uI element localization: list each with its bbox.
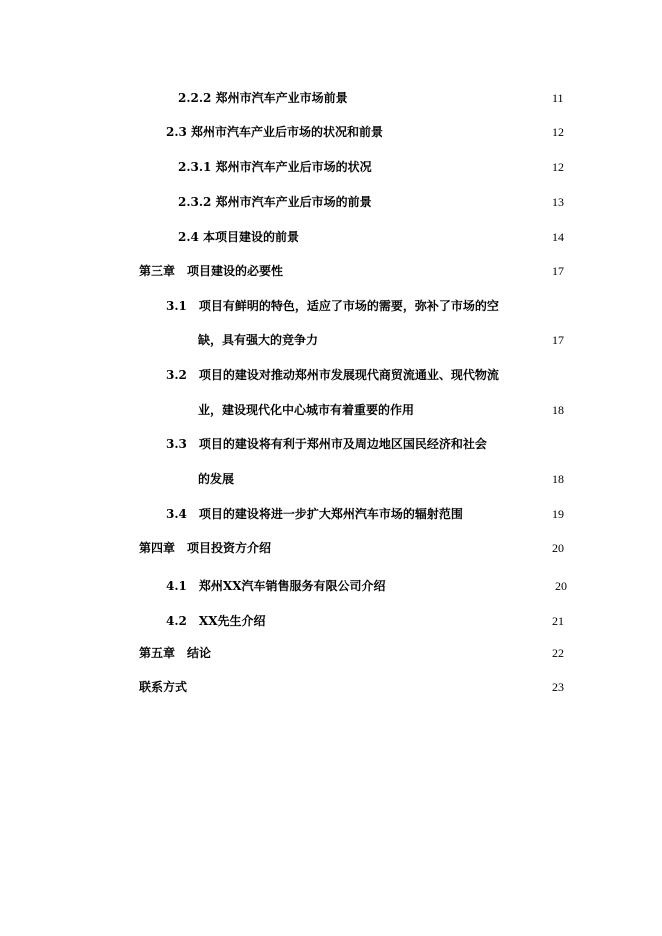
toc-entry-title: 2.2.2 郑州市汽车产业市场前景 xyxy=(178,91,348,105)
toc-entry-page: 20 xyxy=(555,579,567,593)
toc-entry-page: 23 xyxy=(552,680,564,694)
toc-chapter-title: 第四章 项目投资方介绍 xyxy=(139,541,272,555)
toc-entry-title: 2.3.2 郑州市汽车产业后市场的前景 xyxy=(178,195,372,209)
toc-chapter-title: 联系方式 xyxy=(139,680,188,694)
toc-entry-title: 2.4 本项目建设的前景 xyxy=(178,230,300,244)
toc-entry-page: 19 xyxy=(552,507,564,521)
toc-entry-page: 20 xyxy=(552,541,564,555)
toc-entry-title: 4.2 XX先生介绍 xyxy=(166,614,266,628)
toc-chapter-title: 第三章 项目建设的必要性 xyxy=(139,264,284,278)
toc-entry-page: 12 xyxy=(552,160,564,174)
toc-chapter-title: 第五章 结论 xyxy=(139,646,212,660)
toc-entry-page: 13 xyxy=(552,195,564,209)
toc-entry-title-continued: 业，建设现代化中心城市有着重要的作用 xyxy=(198,403,415,417)
toc-entry-title: 3.2 项目的建设对推动郑州市发展现代商贸流通业、现代物流 xyxy=(166,368,499,382)
toc-entry-page: 22 xyxy=(552,646,564,660)
toc-entry-page: 12 xyxy=(552,125,564,139)
toc-entry-title: 2.3 郑州市汽车产业后市场的状况和前景 xyxy=(166,125,384,139)
toc-entry-page: 18 xyxy=(552,403,564,417)
toc-entry-title: 4.1 郑州XX汽车销售服务有限公司介绍 xyxy=(166,579,386,593)
toc-entry-page: 18 xyxy=(552,472,564,486)
toc-entry-title: 2.3.1 郑州市汽车产业后市场的状况 xyxy=(178,160,372,174)
toc-entry-page: 21 xyxy=(552,614,564,628)
toc-entry-page: 11 xyxy=(552,91,564,105)
toc-entry-title: 3.4 项目的建设将进一步扩大郑州汽车市场的辐射范围 xyxy=(166,507,463,521)
toc-entry-title-continued: 缺，具有强大的竞争力 xyxy=(198,333,319,347)
toc-entry-title: 3.3 项目的建设将有利于郑州市及周边地区国民经济和社会 xyxy=(166,437,487,451)
toc-entry-title-continued: 的发展 xyxy=(198,472,235,486)
toc-entry-title: 3.1 项目有鲜明的特色，适应了市场的需要，弥补了市场的空 xyxy=(166,299,499,313)
toc-entry-page: 14 xyxy=(552,230,564,244)
toc-entry-page: 17 xyxy=(552,264,564,278)
toc-entry-page: 17 xyxy=(552,333,564,347)
